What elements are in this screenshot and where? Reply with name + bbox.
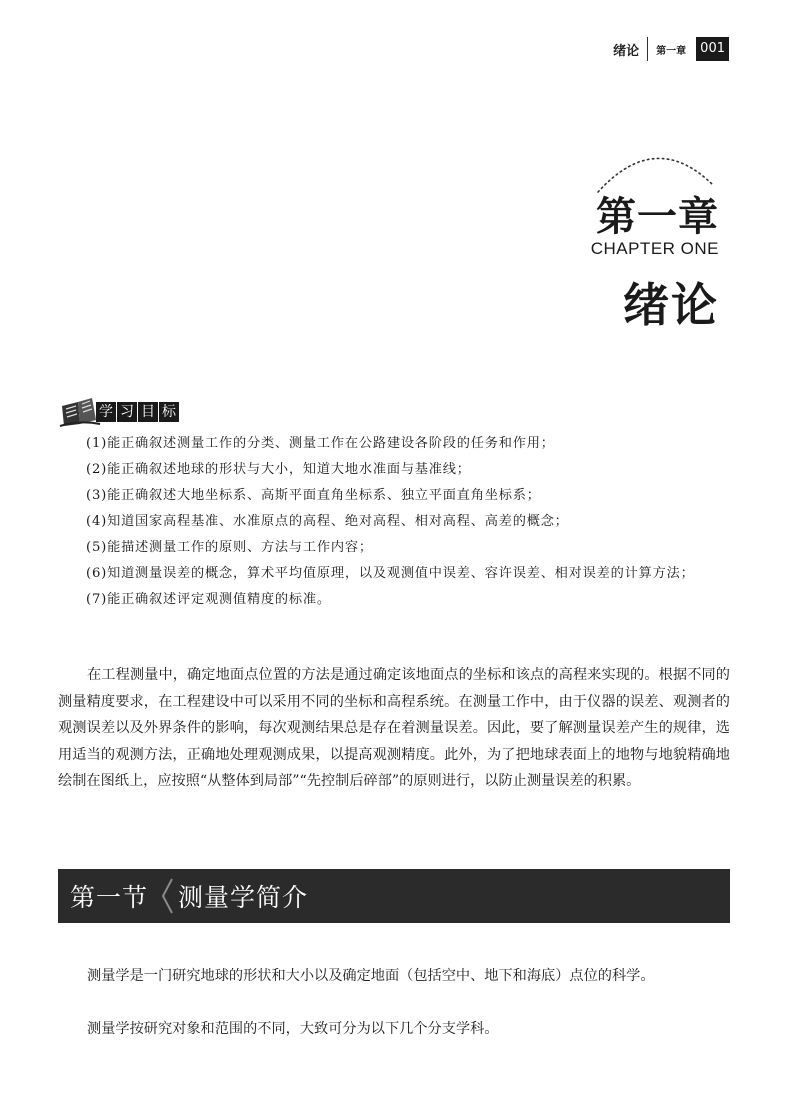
running-header-title: 绪论 <box>613 43 640 59</box>
objective-item: (3)能正确叙述大地坐标系、高斯平面直角坐标系、独立平面直角坐标系； <box>86 488 541 503</box>
objectives-heading-char: 习 <box>117 402 137 422</box>
objective-item: (5)能描述测量工作的原则、方法与工作内容； <box>86 540 373 555</box>
section-heading-bar <box>58 869 730 923</box>
objective-item: (6)知道测量误差的概念，算术平均值原理，以及观测值中误差、容许误差、相对误差的计算方法； <box>86 566 695 581</box>
running-header-chapter: 第一章 <box>656 45 687 57</box>
chapter-title: 绪论 <box>623 278 719 332</box>
objectives-list <box>58 431 730 613</box>
objectives-heading <box>58 396 180 428</box>
chapter-english-label: CHAPTER ONE <box>590 239 719 258</box>
section-paragraph: 测量学是一门研究地球的形状和大小以及确定地面（包括空中、地下和海底）点位的科学。 <box>87 968 655 984</box>
objectives-heading-char: 标 <box>159 402 179 422</box>
objectives-heading-char: 学 <box>96 402 116 422</box>
objective-item: (2)能正确叙述地球的形状与大小，知道大地水准面与基准线； <box>86 462 471 477</box>
section-number: 第一节 <box>70 883 149 912</box>
objectives-heading-text <box>96 402 180 422</box>
page-number: 001 <box>696 37 729 61</box>
section-title: 测量学简介 <box>178 883 309 912</box>
intro-paragraph: 在工程测量中，确定地面点位置的方法是通过确定该地面点的坐标和该点的高程来实现的。根据不同的测量精度要求，在工程建设中可以采用不同的坐标和高程系统。在测量工作中，由于仪器的误差、观测者的观测误差以及外界条件的影响，每次观测结果总是存在着测量误差。因此，要了解测量误差产生的规律，选用适当的观测方法，正确地处理观测成果，以提高观测精度。此外，为了把地球表面上的地物与地貌精确地绘制在图纸上，应按照“从整体到局部”“先控制后碎部”的原则进行，以防止测量误差的积累。 <box>58 667 730 789</box>
objective-item: (4)知道国家高程基准、水准原点的高程、绝对高程、相对高程、高差的概念； <box>86 514 569 529</box>
section-paragraph: 测量学按研究对象和范围的不同，大致可分为以下几个分支学科。 <box>87 1021 499 1037</box>
section-bracket-divider <box>158 869 176 923</box>
chapter-number: 第一章 <box>596 194 719 240</box>
dotted-arc-ornament <box>594 146 718 194</box>
running-header-divider <box>647 37 648 61</box>
objective-item: (1)能正确叙述测量工作的分类、测量工作在公路建设各阶段的任务和作用； <box>86 436 555 451</box>
objective-item: (7)能正确叙述评定观测值精度的标准。 <box>86 592 331 607</box>
running-header <box>613 36 729 62</box>
objectives-heading-char: 目 <box>138 402 158 422</box>
